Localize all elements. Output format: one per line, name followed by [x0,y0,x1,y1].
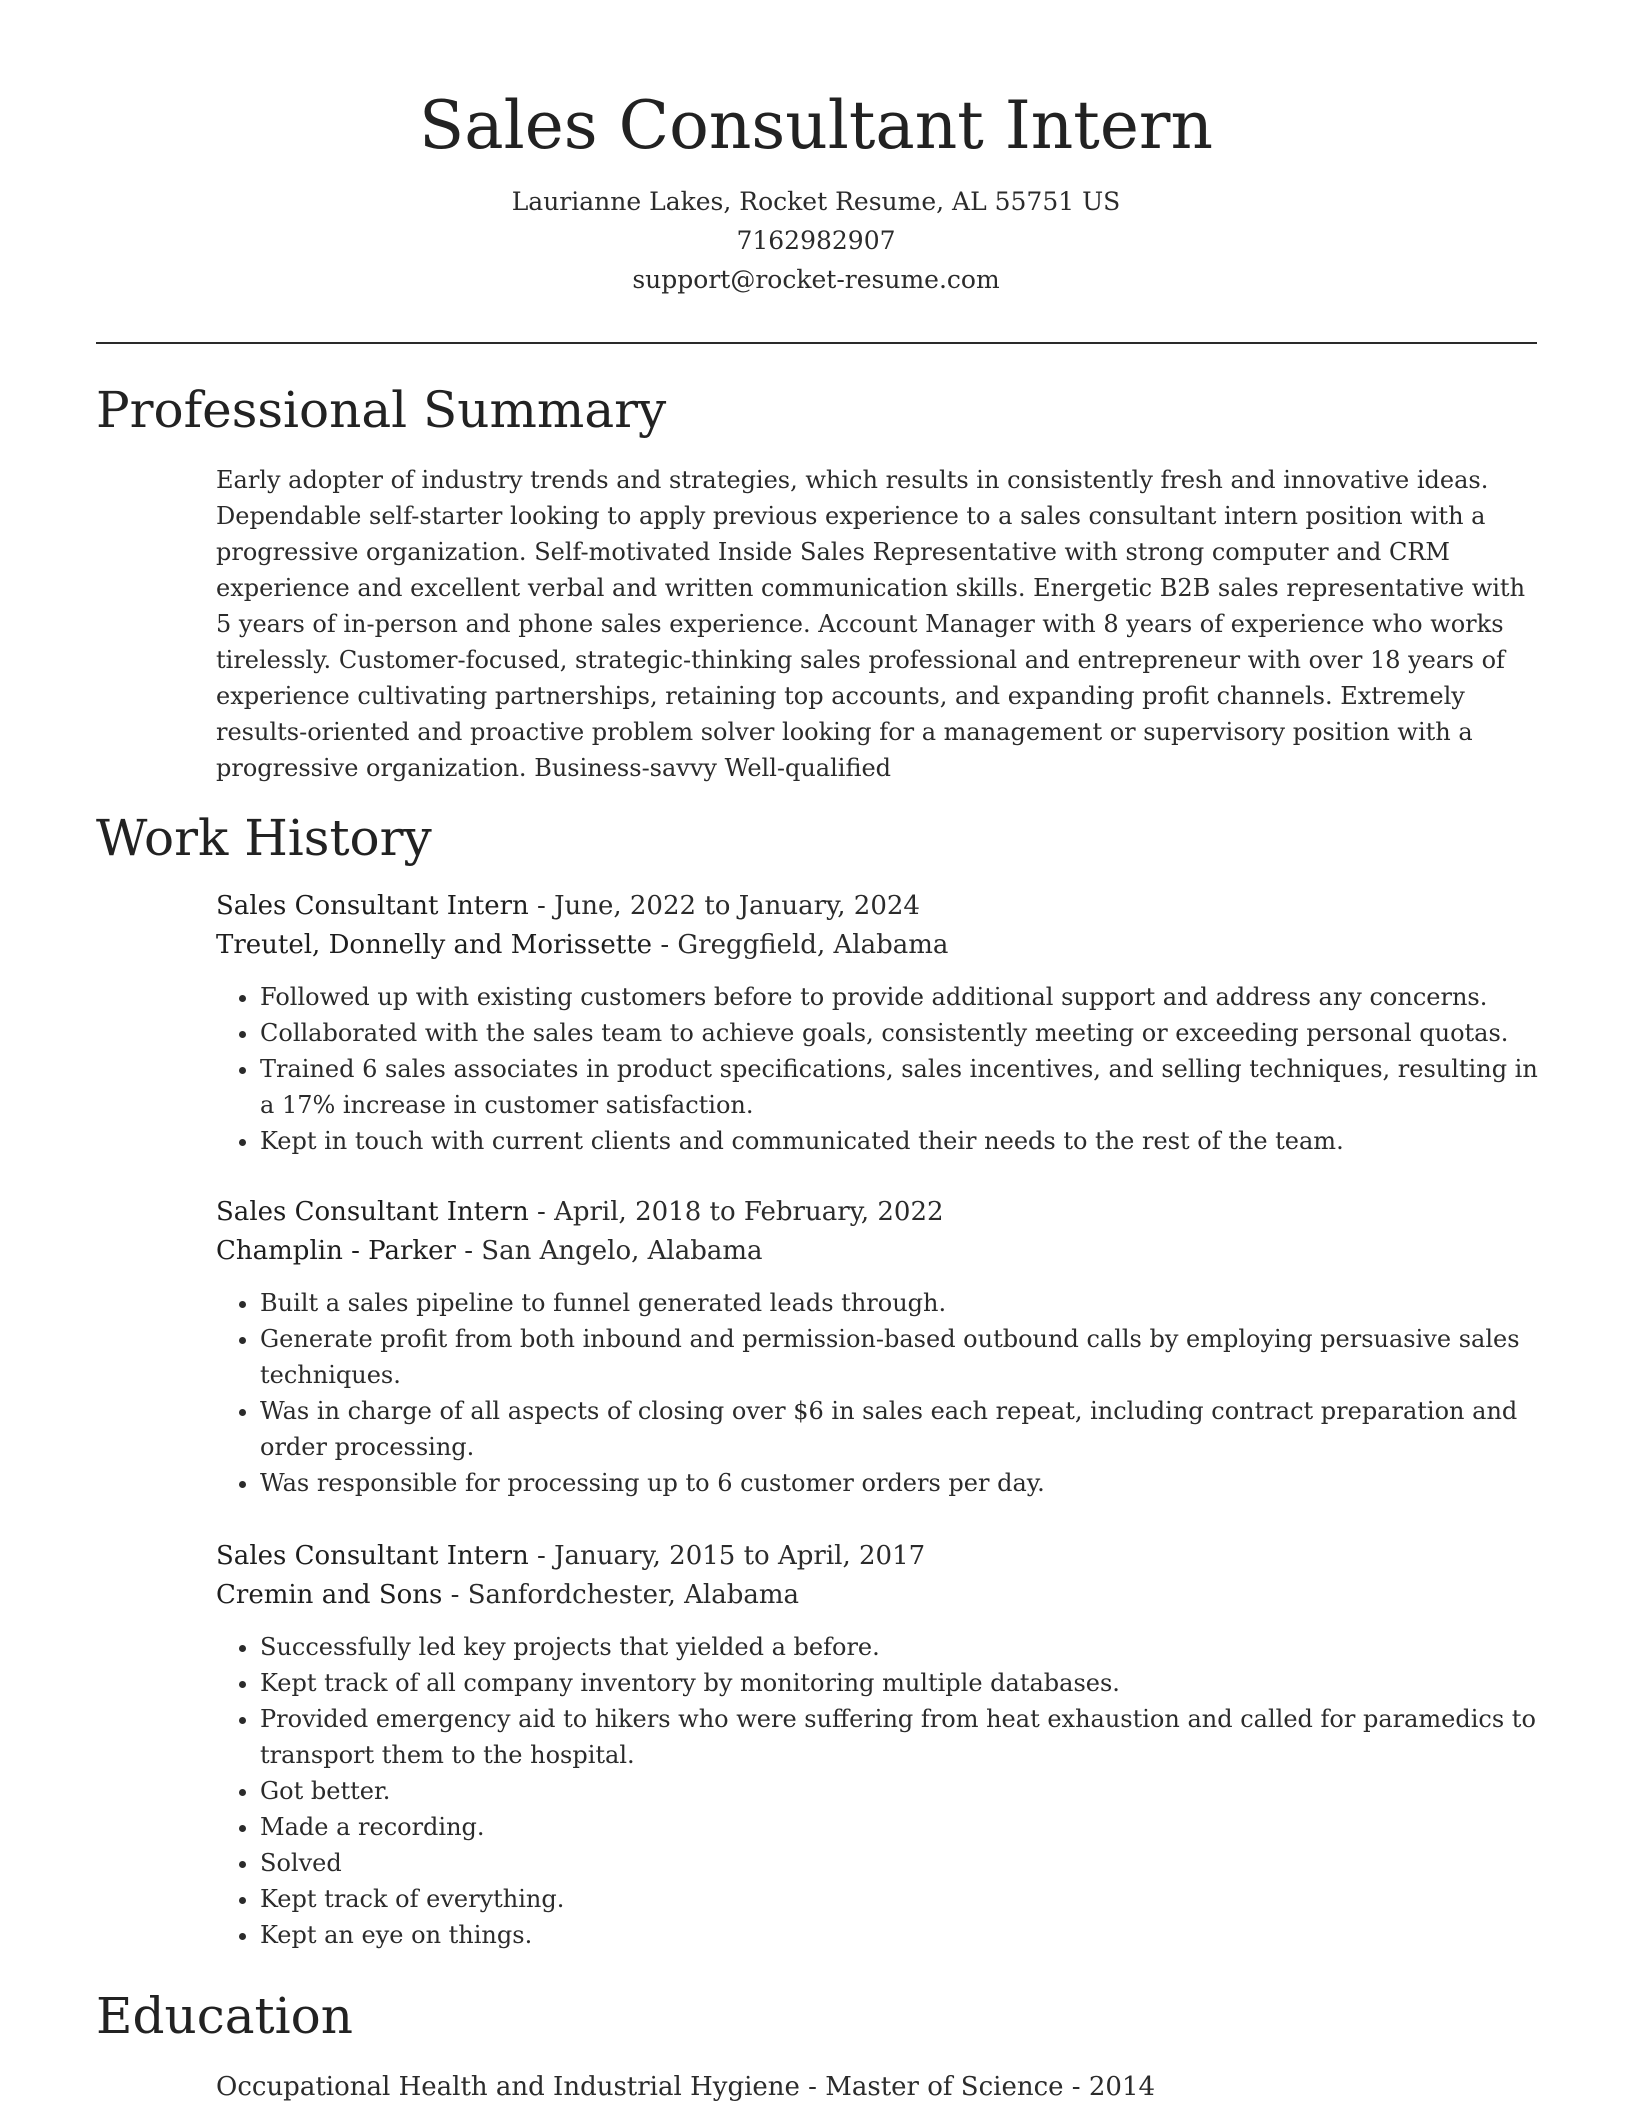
job-title: Sales Consultant Intern [216,1541,529,1571]
job-company: Treutel, Donnelly and Morissette [216,930,653,960]
contact-phone: 7162982907 [736,226,896,255]
job-title: Sales Consultant Intern [216,891,529,921]
job-company-line [216,1232,1538,1271]
job-bullets [216,979,1538,1159]
job-entry [216,887,1538,1159]
education-degree: - Master of Science [799,2072,1064,2102]
education-heading: Education [96,1987,353,2045]
contact-address: Laurianne Lakes, Rocket Resume, AL 55751 US [511,187,1121,216]
list-item: • Built a sales pipeline to funnel generated leads through. [260,1285,1538,1321]
job-dates: - April, 2018 to February, 2022 [528,1197,944,1227]
education-entry [216,2068,1155,2107]
resume-header [0,0,1632,299]
summary-text: Early adopter of industry trends and strategies, which results in consistently fresh and innovative ideas. Dependable self-starter looking to apply previous experience to a sales consultant intern position with a progressive organization. Self-motivated Inside Sales Representative with strong computer and CRM experience and excellent verbal and written communication skills. Energetic B2B sales representative with 5 years of in-person and phone sales experience. Account Manager with 8 years of experience who works tirelessly. Customer-focused, strategic-thinking sales professional and entrepreneur with over 18 years of experience cultivating partnerships, retaining top accounts, and expanding profit channels. Extremely results-oriented and proactive problem solver looking for a management or supervisory position with a progressive organization. Business-savvy Well-qualified [216,466,1526,782]
header-divider [96,342,1537,344]
job-location: - Greggfield, Alabama [652,930,949,960]
job-title: Sales Consultant Intern [216,1197,529,1227]
list-item: • Kept track of everything. [260,1881,1538,1917]
list-item: • Followed up with existing customers before to provide additional support and address any concerns. [260,979,1538,1015]
job-bullets [216,1629,1538,1953]
list-item: • Kept track of all company inventory by monitoring multiple databases. [260,1665,1538,1701]
job-entry [216,1193,1538,1501]
page-title: Sales Consultant Intern [419,87,1213,164]
list-item: • Made a recording. [260,1809,1538,1845]
summary-heading: Professional Summary [96,381,667,439]
list-item: • Generate profit from both inbound and permission-based outbound calls by employing persuasive sales techniques. [260,1321,1538,1393]
job-dates: - January, 2015 to April, 2017 [528,1541,926,1571]
job-title-line [216,887,1538,926]
list-item: • Kept in touch with current clients and communicated their needs to the rest of the team. [260,1123,1538,1159]
list-item: • Provided emergency aid to hikers who were suffering from heat exhaustion and called for paramedics to transport them to the hospital. [260,1701,1538,1773]
job-location: - San Angelo, Alabama [455,1236,763,1266]
list-item: • Was responsible for processing up to 6 customer orders per day. [260,1465,1538,1501]
list-item: • Got better. [260,1773,1538,1809]
job-bullets [216,1285,1538,1501]
list-item: • Trained 6 sales associates in product specifications, sales incentives, and selling techniques, resulting in a 17% increase in customer satisfaction. [260,1051,1538,1123]
job-dates: - June, 2022 to January, 2024 [528,891,920,921]
education-year: - 2014 [1063,2072,1156,2102]
job-company-line [216,1576,1538,1615]
work-history-heading: Work History [96,809,432,867]
job-company: Champlin - Parker [216,1236,456,1266]
job-title-line [216,1193,1538,1232]
job-company-line [216,926,1538,965]
job-entry [216,1537,1538,1953]
contact-email: support@rocket-resume.com [632,265,1000,294]
list-item: • Solved [260,1845,1538,1881]
list-item: • Collaborated with the sales team to achieve goals, consistently meeting or exceeding personal quotas. [260,1015,1538,1051]
list-item: • Successfully led key projects that yielded a before. [260,1629,1538,1665]
job-company: Cremin and Sons [216,1580,443,1610]
list-item: • Kept an eye on things. [260,1917,1538,1953]
contact-block [0,182,1632,299]
job-location: - Sanfordchester, Alabama [442,1580,799,1610]
list-item: • Was in charge of all aspects of closing over $6 in sales each repeat, including contract preparation and order processing. [260,1393,1538,1465]
job-title-line [216,1537,1538,1576]
education-field: Occupational Health and Industrial Hygiene [216,2072,800,2102]
